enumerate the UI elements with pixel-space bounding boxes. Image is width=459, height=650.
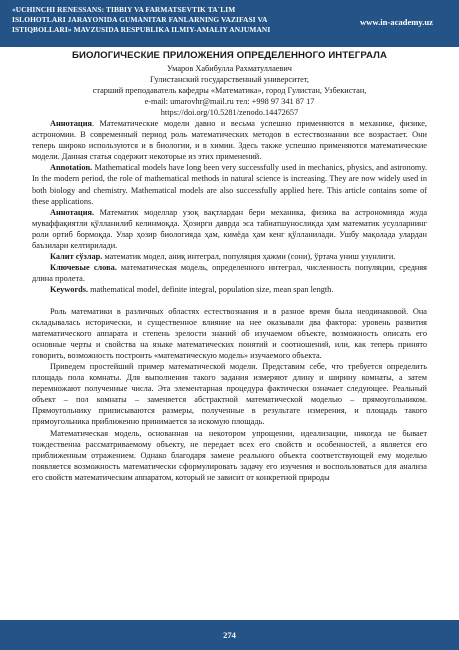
- keywords-ru: [32, 262, 427, 284]
- body-paragraph: Роль математики в различных областях естествознания и в разное время была неодинаковой. Она складывалась исторически, и существенное влияние на нее оказывали два фактора: уровень развития математического аппарата и степень зрелости знаний об изучаемом объекте, возможность описать его основные черты и свойства на языке математических понятий и соотношений, или, как теперь принято говорить, возможность построить «математическую модель» изучаемого объекта.: [32, 306, 427, 360]
- keywords-ru-text: математическая модель, определенного интеграл, численность популяции, средняя длина пролета.: [32, 263, 427, 284]
- article-body: [32, 50, 427, 483]
- author-name: Умаров Хабибулла Рахматуллаевич: [167, 64, 292, 73]
- author-contacts: e-mail: umarovhr@mail.ru тел: +998 97 341 87 17: [144, 97, 315, 106]
- doi-link[interactable]: https://doi.org/10.5281/zenodo.14472657: [160, 108, 299, 117]
- abstract-ru-label: Аннотация: [50, 119, 92, 128]
- conference-title-line: «UCHINCHI RENESSANS: TIBBIY VA FARMATSEVTIK TA`LIM: [12, 5, 236, 14]
- article-title: БИОЛОГИЧЕСКИЕ ПРИЛОЖЕНИЯ ОПРЕДЕЛЕННОГО ИНТЕГРАЛА: [72, 50, 387, 61]
- abstract-en-text: Mathematical models have long been very successfully used in mechanics, physics, and astronomy. In the modern period, the role of mathematical methods in natural science is increasing. They are now widely used in both biology and chemistry. Mathematical models are also successfully applied here. This article contains some of these applications.: [32, 163, 427, 206]
- abstract-ru: [32, 118, 427, 162]
- conference-title-line: ISTIQBOLLARI» MAVZUSIDA RESPUBLIKA ILMIY-AMALIY ANJUMANI: [12, 25, 271, 34]
- author-affiliation: Гулистанский государственный университет,: [150, 75, 309, 84]
- section-spacer: [32, 296, 427, 306]
- abstract-uz-label: Аннотация.: [50, 207, 95, 217]
- body-paragraph: Математическая модель, основанная на некотором упрощении, идеализации, никогда не бывает тождественна рассматриваемому объекту, не передает всех его свойств и особенностей, а является его приближенным отражением. Однако благодаря замене реального объекта соответствующей ему моделью появляется возможность математически сформулировать задачу его изучения и воспользоваться для анализа его свойств математическим аппаратом, который не зависит от конкретной природы: [32, 428, 427, 482]
- conference-title: [12, 5, 342, 35]
- body-paragraph: Приведем простейший пример математической модели. Представим себе, что требуется определить площадь пола комнаты. Для выполнения такого задания измеряют длину и ширину комнаты, а затем перемножают полученные числа. Эта элементарная процедура фактически означает следующее. Реальный объект – пол комнаты – заменяется абстрактной математической моделью – прямоугольником. Прямоугольнику приписываются размеры, полученные в результате измерения, и площадь такого прямоугольника приближенно принимается за искомую площадь.: [32, 361, 427, 427]
- abstract-uz: [32, 207, 427, 251]
- keywords-en-text: mathematical model, definite integral, population size, mean span length.: [88, 285, 334, 295]
- journal-header-bar: [0, 0, 459, 47]
- keywords-uz: [32, 251, 427, 262]
- abstract-uz-text: Математик моделлар узоқ вақтлардан бери механика, физика ва астрономияда жуда муваффақиятли қўлланилиб келинмоқда. Ҳозирги даврда эса табиатшуносликда ҳам математик усулларнинг роли ортиб бормоқда. Улар ҳозир биологияда ҳам, кимёда ҳам кенг қўлланилади. Ушбу мақолада улардан баъзилари келтирилади.: [32, 207, 427, 251]
- page-number-footer: 274: [0, 620, 459, 650]
- conference-title-line: ISLOHOTLARI JARAYONIDA GUMANITAR FANLARNING VAZIFASI VA: [12, 15, 268, 24]
- abstract-en-label: Annotation.: [50, 163, 93, 173]
- keywords-uz-label: Калит сўзлар.: [50, 252, 103, 262]
- author-position: старший преподаватель кафедры «Математика», город Гулистан, Узбекистан,: [92, 86, 367, 95]
- keywords-uz-text: математик модел, аниқ интеграл, популяция ҳажми (сони), ўртача униш узунлиги.: [102, 252, 396, 262]
- abstract-ru-text: . Математические модели давно и весьма успешно применяются в механике, физике, астрономии. В современный период роль математических методов в естествознании все возрастает. Они теперь широко используются и в биологии, и в химии. Здесь также успешно применяются математические модели. Данная статья содержит некоторые из этих применений.: [32, 119, 427, 162]
- keywords-en-label: Keywords.: [50, 285, 89, 295]
- website-url[interactable]: www.in-academy.uz: [359, 17, 433, 27]
- keywords-ru-label: Ключевые слова.: [50, 263, 117, 273]
- abstract-en: [32, 162, 427, 206]
- keywords-en: [32, 284, 427, 295]
